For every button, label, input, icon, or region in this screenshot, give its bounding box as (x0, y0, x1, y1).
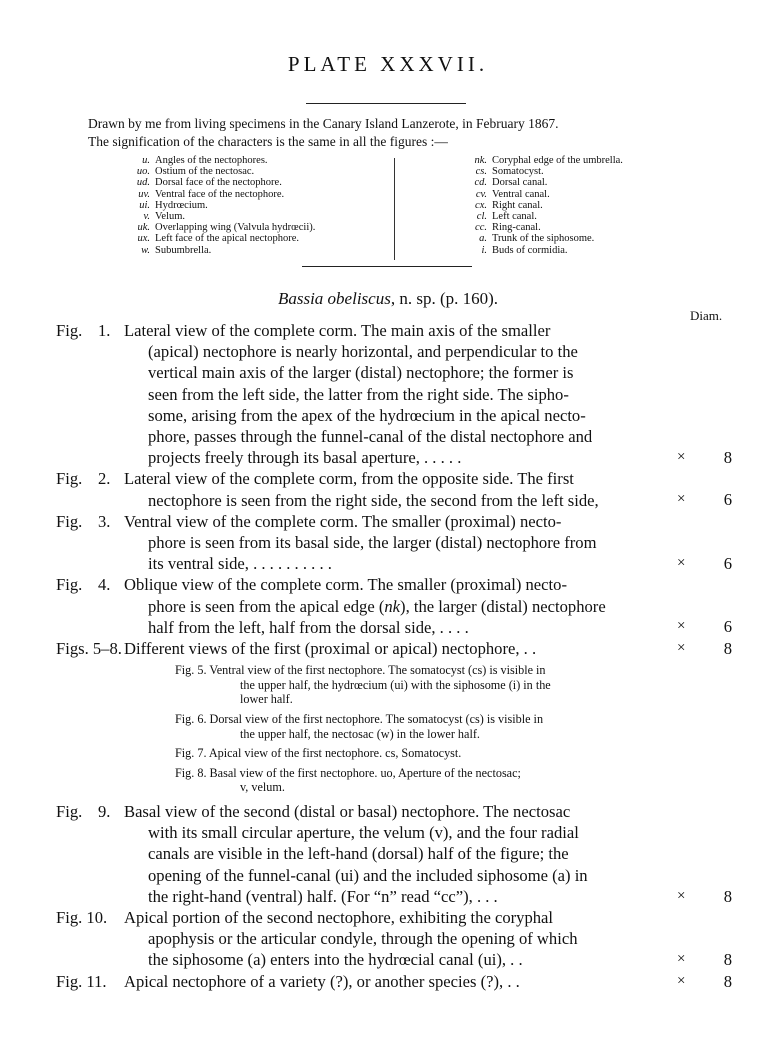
legend-row: ux. Left face of the apical nectophore. (137, 233, 300, 245)
legend-row: ud. Dorsal face of the nectophore. (136, 177, 282, 189)
figure-entry-4: Fig. 4. Oblique view of the complete corm. The smaller (proximal) necto- phore is seen from the apical edge (nk), the larger (distal) nectophore half from the left, half from the dorsal side, . . . . × 6 (56, 575, 732, 637)
legend-row: uo. Ostium of the nectosac. (136, 166, 255, 178)
figure-entry-3: Fig. 3. Ventral view of the complete corm. The smaller (proximal) necto- phore is seen from its basal side, the larger (distal) nectophore from its ventral side, . . . . . . . . . . × 6 (56, 511, 732, 574)
section-title: Bassia obeliscus, n. sp. (p. 160). (277, 289, 499, 308)
magnification: 6 (723, 553, 732, 573)
figure-entry-2: Fig. 2. Lateral view of the complete corm, from the opposite side. The first nectophore is seen from the right side, the second from the left side, × 6 (56, 469, 732, 510)
legend-row: cs. Somatocyst. (475, 166, 544, 178)
intro-line-1: Drawn by me from living specimens in the Canary Island Lanzerote, in February 1867. (88, 116, 559, 131)
figure-entry-11: Fig. 11. Apical nectophore of a variety (?), or another species (?), . . × 8 (56, 971, 732, 991)
legend-divider (394, 158, 395, 260)
legend-right (445, 155, 623, 256)
figure-entry-1: Fig. 1. Lateral view of the complete corm. The main axis of the smaller (apical) nectophore is nearly horizontal, and perpendicular to the vertical main axis of the larger (distal) nectophore; the former is seen from the left side, the latter from the right side. The sipho- some, arising from the apex of the hydrœcium in the apical necto- phore, passes through the funnel-canal of the distal nectophore and projects freely through its basal aperture, . . . . . × 8 (56, 321, 732, 468)
legend-row: uk. Overlapping wing (Valvula hydrœcii). (137, 222, 316, 234)
legend-row: ui. Hydrœcium. (139, 199, 208, 211)
figure-entry-9: Fig. 9. Basal view of the second (distal or basal) nectophore. The nectosac with its small circular aperture, the velum (v), and the four radial canals are visible in the left-hand (dorsal) half of the figure; the opening of the funnel-canal (ui) and the included siphosome (a) in the right-hand (ventral) half. (For “n” read “cc”), . . . × 8 (56, 802, 732, 906)
legend-row: cl. Left canal. (476, 211, 537, 223)
legend-row: v. Velum. (143, 211, 186, 223)
top-rule (306, 103, 466, 104)
legend-row: w. Subumbrella. (141, 244, 212, 256)
legend-left (110, 155, 315, 256)
legend-row: nk. Coryphal edge of the umbrella. (474, 155, 623, 166)
magnification: 8 (723, 887, 732, 906)
species-name: Bassia obeliscus (277, 289, 391, 308)
legend-row: uv. Ventral face of the nectophore. (138, 188, 285, 200)
legend-row: cc. Ring-canal. (475, 222, 541, 234)
magnification: 8 (723, 448, 732, 467)
magnification: 8 (723, 950, 732, 970)
subfigure-notes: Fig. 5. Ventral view of the first nectophore. The somatocyst (cs) is visible in the upper half, the hydrœcium (ui) with the siphosome (i) in the lower half. Fig. 6. Dorsal view of the first nectophore. The somatocyst (cs) is visible in the upper half, the nectosac (w) in the lower half. Fig. 7. Apical view of the first nectophore. cs, Somatocyst. Fig. 8. Basal view of the first nectophore. uo, Aperture of the nectosac; v, velum. (175, 663, 551, 795)
intro-line-2: The signification of the characters is the same in all the figures :— (88, 134, 448, 149)
legend-row: i. Buds of cormidia. (481, 244, 568, 256)
legend-row: cd. Dorsal canal. (474, 177, 548, 189)
legend-row: u. Angles of the nectophores. (142, 155, 268, 166)
figure-entry-5-8: Figs. 5–8. Different views of the first (proximal or apical) nectophore, . . × 8 (56, 639, 732, 659)
magnification: 6 (723, 617, 732, 637)
legend-row: a. Trunk of the siphosome. (479, 233, 595, 245)
magnification: 8 (723, 971, 732, 991)
plate-title: PLATE XXXVII. (287, 52, 489, 76)
legend-row: cx. Right canal. (475, 199, 543, 211)
figure-entry-10: Fig. 10. Apical portion of the second nectophore, exhibiting the coryphal apophysis or the articular condyle, through the opening of which the siphosome (a) enters into the hydrœcial canal (ui), . . × 8 (56, 908, 732, 970)
diam-header: Diam. (690, 308, 723, 323)
legend-bottom-rule (302, 266, 472, 267)
figure-list (0, 320, 776, 992)
legend-row: cv. Ventral canal. (475, 188, 550, 200)
magnification: 8 (723, 639, 732, 659)
magnification: 6 (723, 490, 732, 510)
